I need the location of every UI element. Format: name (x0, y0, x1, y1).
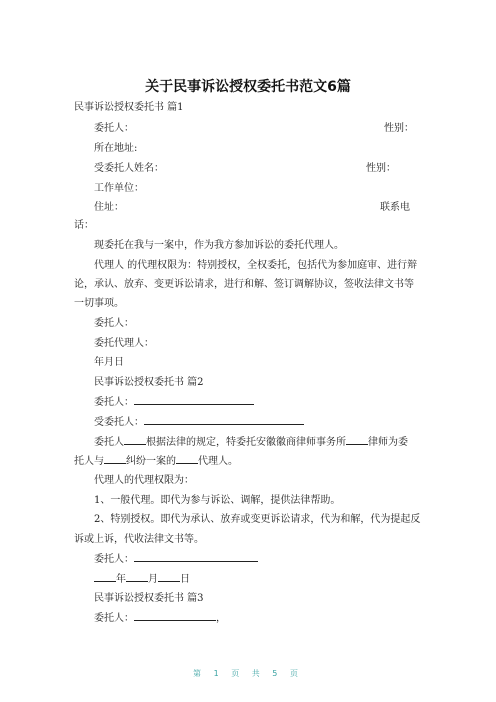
blank-underline (144, 415, 304, 425)
paragraph-line (74, 454, 238, 468)
paragraph-line (94, 435, 408, 449)
sign-principal-label: 委托人： (94, 318, 134, 329)
paragraph: 现委托在我与一案中，作为我方参加诉讼的委托代理人。 (94, 240, 344, 251)
sign-agent-label: 委托代理人： (94, 338, 154, 349)
gender-label-2: 性别： (366, 163, 396, 174)
text-fragment: 委托人 (94, 437, 124, 448)
gender-label: 性别： (384, 123, 414, 134)
work-unit-label: 工作单位： (94, 183, 144, 194)
principal-line (94, 395, 254, 409)
page-footer: 第 1 页 共 5 页 (193, 669, 303, 678)
month-label: 月 (148, 574, 158, 585)
residence-label: 住址： (94, 202, 124, 213)
address-label: 所在地址: (94, 143, 138, 154)
scope-item-2-wrap: 诉或上诉，代收法律文书等。 (74, 534, 204, 545)
blank-underline (176, 454, 198, 464)
date-line (94, 572, 190, 586)
blank-underline (134, 611, 216, 621)
text-fragment: 律师为委 (368, 437, 408, 448)
paragraph-line: 代理人 的代理权限为：特别授权，全权委托，包括代为参加庭审、进行辩 (94, 260, 418, 271)
blank-underline (158, 572, 180, 582)
blank-underline (134, 552, 258, 562)
date-label: 年月日 (94, 357, 124, 368)
agent-label: 受委托人： (94, 417, 144, 428)
section-heading-1: 民事诉讼授权委托书 篇1 (74, 102, 184, 113)
principal-label: 委托人： (94, 613, 134, 624)
text-fragment: 纠纷一案的 (126, 456, 176, 467)
agent-line (94, 415, 304, 429)
blank-underline (134, 395, 254, 405)
blank-underline (346, 435, 368, 445)
text-fragment: 托人与 (74, 456, 104, 467)
text-fragment: 代理人。 (198, 456, 238, 467)
blank-underline (124, 435, 146, 445)
principal-label: 委托人： (94, 123, 134, 134)
scope-title: 代理人的代理权限为： (94, 475, 194, 486)
paragraph-line: 一切事项。 (74, 298, 124, 309)
principal-line (94, 611, 226, 625)
agent-name-label: 受委托人姓名： (94, 163, 164, 174)
text-fragment: 根据法律的规定，特委托安徽徽商律师事务所 (146, 437, 346, 448)
section-heading-3: 民事诉讼授权委托书 篇3 (94, 593, 204, 604)
blank-underline (104, 454, 126, 464)
contact-label-wrap: 话： (74, 220, 94, 231)
day-label: 日 (180, 574, 190, 585)
blank-underline (126, 572, 148, 582)
blank-underline (94, 572, 116, 582)
scope-item-2: 2、特别授权。即代为承认、放弃或变更诉讼请求，代为和解，代为提起反 (94, 514, 421, 525)
contact-label: 联系电 (380, 202, 410, 213)
section-heading-2: 民事诉讼授权委托书 篇2 (94, 377, 204, 388)
scope-item-1: 1、一般代理。即代为参与诉讼、调解，提供法律帮助。 (94, 495, 341, 506)
year-label: 年 (116, 574, 126, 585)
principal-label: 委托人： (94, 554, 134, 565)
text-fragment: ， (216, 613, 226, 624)
principal-sign-line (94, 552, 258, 566)
paragraph-line: 论，承认、放弃、变更诉讼请求，进行和解、签订调解协议，签收法律文书等 (74, 279, 414, 290)
principal-label: 委托人： (94, 397, 134, 408)
document-title: 关于民事诉讼授权委托书范文6篇 (145, 79, 351, 95)
